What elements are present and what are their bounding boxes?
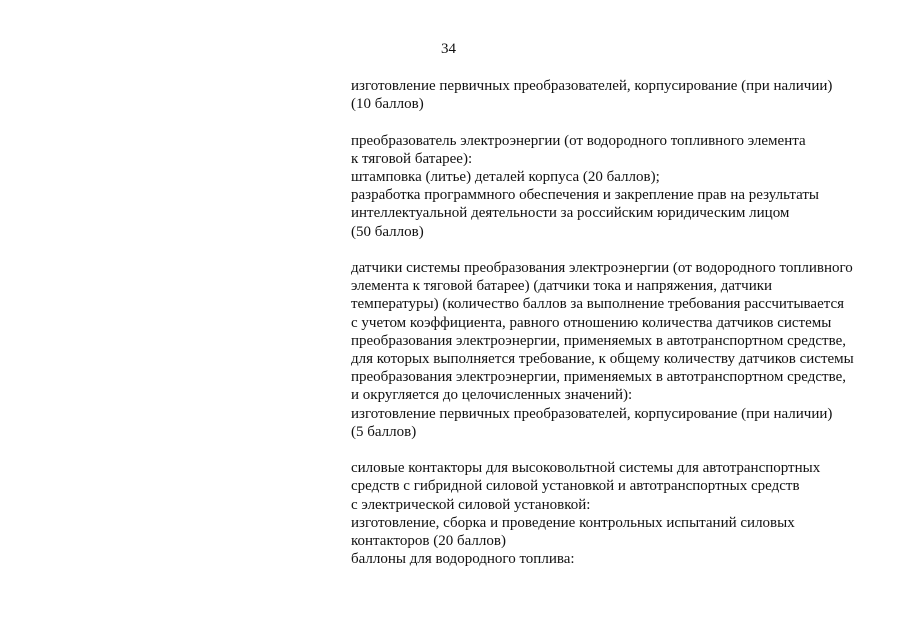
paragraph-3 xyxy=(351,259,881,441)
text-line: к тяговой батарее): xyxy=(351,150,473,167)
paragraph-4 xyxy=(351,459,881,568)
document-body xyxy=(351,77,881,568)
text-line: элемента к тяговой батарее) (датчики тока и напряжения, датчики xyxy=(351,278,773,295)
text-line: интеллектуальной деятельности за российским юридическим лицом xyxy=(351,205,790,222)
paragraph-2 xyxy=(351,132,881,241)
text-line: изготовление первичных преобразователей, корпусирование (при наличии) xyxy=(351,405,833,422)
text-line: (50 баллов) xyxy=(351,223,424,240)
text-line: преобразования электроэнергии, применяемых в автотранспортном средстве, xyxy=(351,369,846,386)
paragraph-spacer xyxy=(351,113,881,131)
text-line: изготовление первичных преобразователей, корпусирование (при наличии) xyxy=(351,78,833,94)
text-line: с электрической силовой установкой: xyxy=(351,496,591,513)
text-line: разработка программного обеспечения и закрепление прав на результаты xyxy=(351,187,819,204)
page-number: 34 xyxy=(441,41,456,57)
text-line: для которых выполняется требование, к общему количеству датчиков системы xyxy=(351,351,854,368)
text-line: датчики системы преобразования электроэнергии (от водородного топливного xyxy=(351,260,853,276)
text-line: преобразователь электроэнергии (от водородного топливного элемента xyxy=(351,132,806,149)
paragraph-spacer xyxy=(351,441,881,459)
paragraph-1 xyxy=(351,77,881,113)
text-line: (5 баллов) xyxy=(351,423,417,440)
text-line: преобразования электроэнергии, применяемых в автотранспортном средстве, xyxy=(351,332,846,349)
paragraph-spacer xyxy=(351,241,881,259)
text-line: силовые контакторы для высоковольтной системы для автотранспортных xyxy=(351,460,821,477)
text-line: (10 баллов) xyxy=(351,96,424,113)
text-line: и округляется до целочисленных значений): xyxy=(351,387,633,404)
text-line: контакторов (20 баллов) xyxy=(351,533,506,550)
text-line: с учетом коэффициента, равного отношению количества датчиков системы xyxy=(351,314,832,331)
text-line: средств с гибридной силовой установкой и автотранспортных средств xyxy=(351,478,800,495)
text-line: штамповка (литье) деталей корпуса (20 баллов); xyxy=(351,169,660,185)
text-line: изготовление, сборка и проведение контрольных испытаний силовых xyxy=(351,514,795,531)
text-line: баллоны для водородного топлива: xyxy=(351,551,575,568)
text-line: температуры) (количество баллов за выполнение требования рассчитывается xyxy=(351,296,845,313)
